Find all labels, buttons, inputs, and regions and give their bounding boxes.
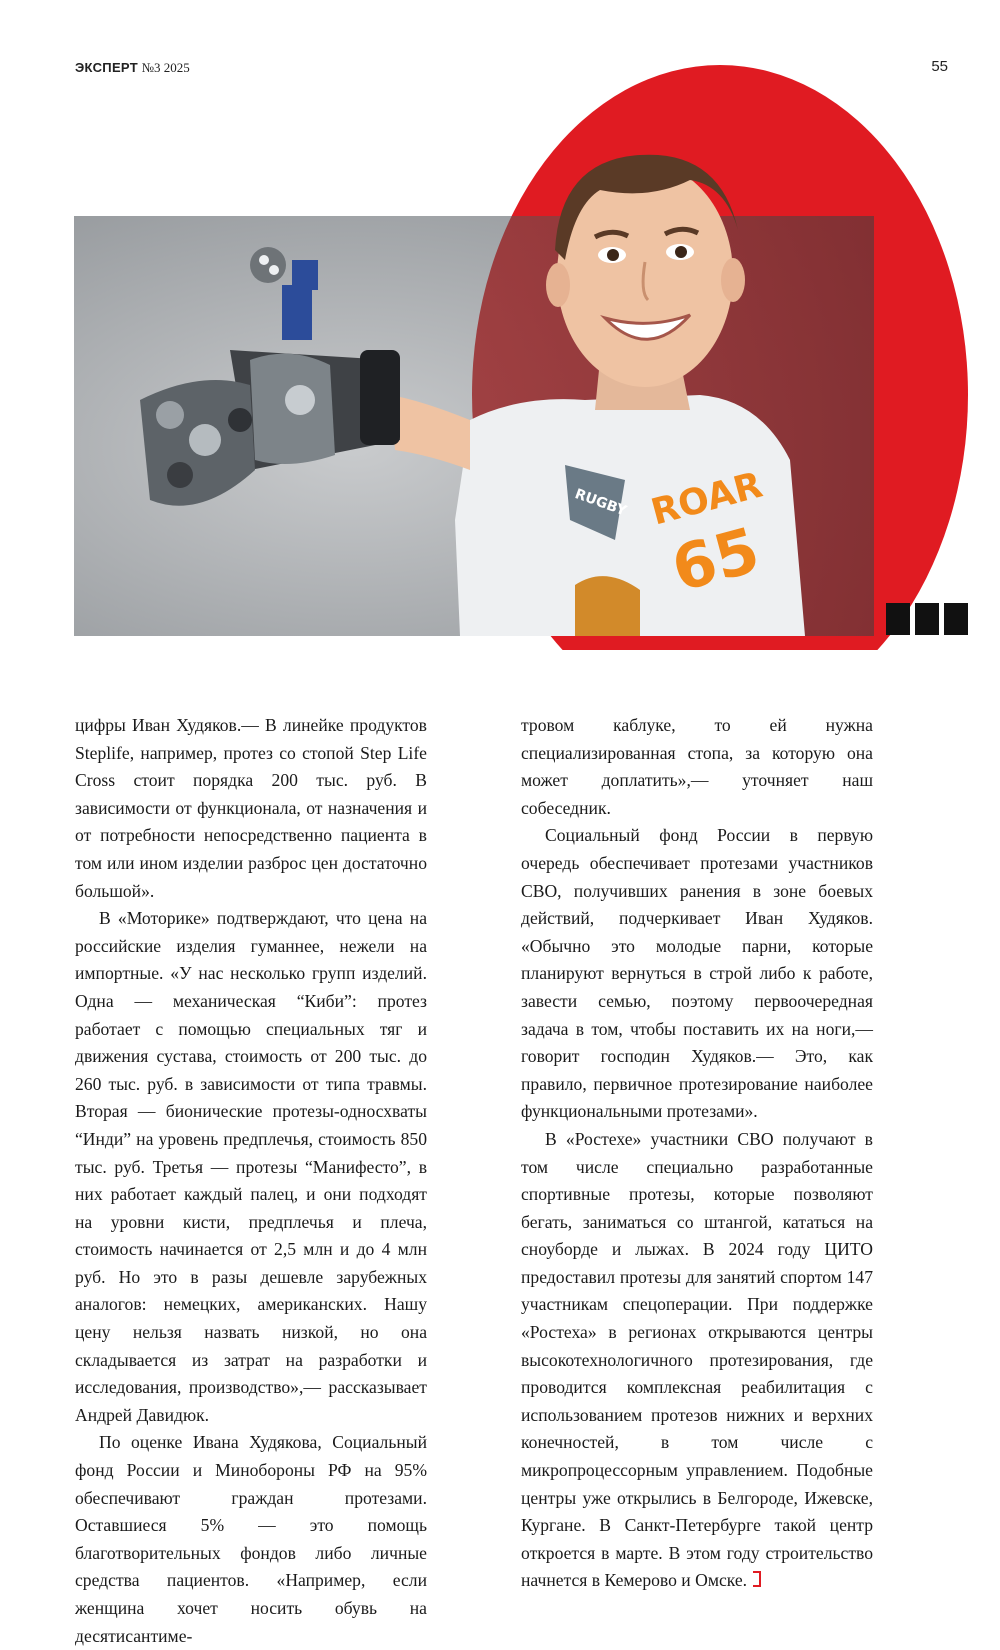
hero-photo [0, 0, 1000, 650]
paragraph: В «Моторике» подтверждают, что цена на российские изделия гуманнее, нежели на импортные. «У нас несколько групп изделий. Одна — механическая “Киби”: протез работает с помощью специальных тяг и движения сустава, стоимость от 200 тыс. до 260 тыс. руб. в зависимости от типа травмы. Вторая — бионические протезы-односхваты “Инди” на уровень предплечья, стоимость 850 тыс. руб. Третья — протезы “Манифесто”, в них работает каждый палец, и они подходят на уровни кисти, предплечья и плеча, стоимость начинается от 2,5 млн и до 4 млн руб. Но это в разы дешевле зарубежных аналогов: немецких, американских. Нашу цену нельзя назвать низкой, но она складывается из затрат на разработки и исследования, производство»,— рассказывает Андрей Давидюк. [75, 908, 427, 1425]
photo-illustration [0, 0, 1000, 650]
shirt-number-text: 65 [664, 513, 767, 606]
shirt-roar-text: ROAR [646, 464, 767, 534]
paragraph-last [521, 1126, 873, 1595]
paragraph: цифры Иван Худяков.— В линейке продуктов Steplife, например, протез со стопой Step Life Cross стоит порядка 200 тыс. руб. В зависимости от функционала, от назначения и от потребности непосредственно пациента в том или ином изделии разброс цен достаточно большой». [75, 715, 427, 901]
decor-square [886, 603, 910, 635]
decor-square [944, 603, 968, 635]
paragraph: Социальный фонд России в первую очередь обеспечивает протезами участников СВО, получивших ранения в зоне боевых действий, подчеркивает Иван Худяков. «Обычно это молодые парни, которые планируют вернуться в строй либо к работе, завести семью, поэтому первоочередная задача в том, чтобы поставить их на ноги,— говорит господин Худяков.— Это, как правило, первичное протезирование наиболее функциональными протезами». [521, 825, 873, 1122]
page-number: 55 [931, 58, 948, 75]
paragraph-text: В «Ростехе» участники СВО получают в том числе специально разработанные спортивные протезы, которые позволяют бегать, заниматься со штангой, кататься на сноуборде и лыжах. В 2024 году ЦИТО предоставил протезы для занятий спортом 147 участникам спецоперации. При поддержке «Ростеха» в регионах открываются центры высокотехнологичного протезирования, где проводится комплексная реабилитация с использованием протезов нижних и верхних конечностей, в том числе с микропроцессорным управлением. Подобные центры уже открылись в Белгороде, Ижевске, Кургане. В Санкт-Петербурге такой центр откроется в марте. В этом году строительство начнется в Кемерово и Омске. [521, 1128, 873, 1591]
paragraph: тровом каблуке, то ей нужна специализированная стопа, за которую она может доплатить»,— уточняет наш собеседник. [521, 715, 873, 818]
end-of-article-mark [753, 1571, 761, 1587]
shirt-rugby-text: RUGBY [572, 486, 629, 520]
decor-square [915, 603, 939, 635]
paragraph: По оценке Ивана Худякова, Социальный фонд России и Минобороны РФ на 95% обеспечивают граждан протезами. Оставшиеся 5% — это помощь благотворительных фондов либо личные средства пациентов. «Например, если женщина хочет носить обувь на десятисантиме- [75, 1432, 427, 1646]
issue-number: №3 2025 [141, 60, 190, 75]
magazine-name: ЭКСПЕРТ [75, 60, 138, 75]
article-column-left [75, 712, 427, 1650]
article-column-right [521, 712, 873, 1595]
